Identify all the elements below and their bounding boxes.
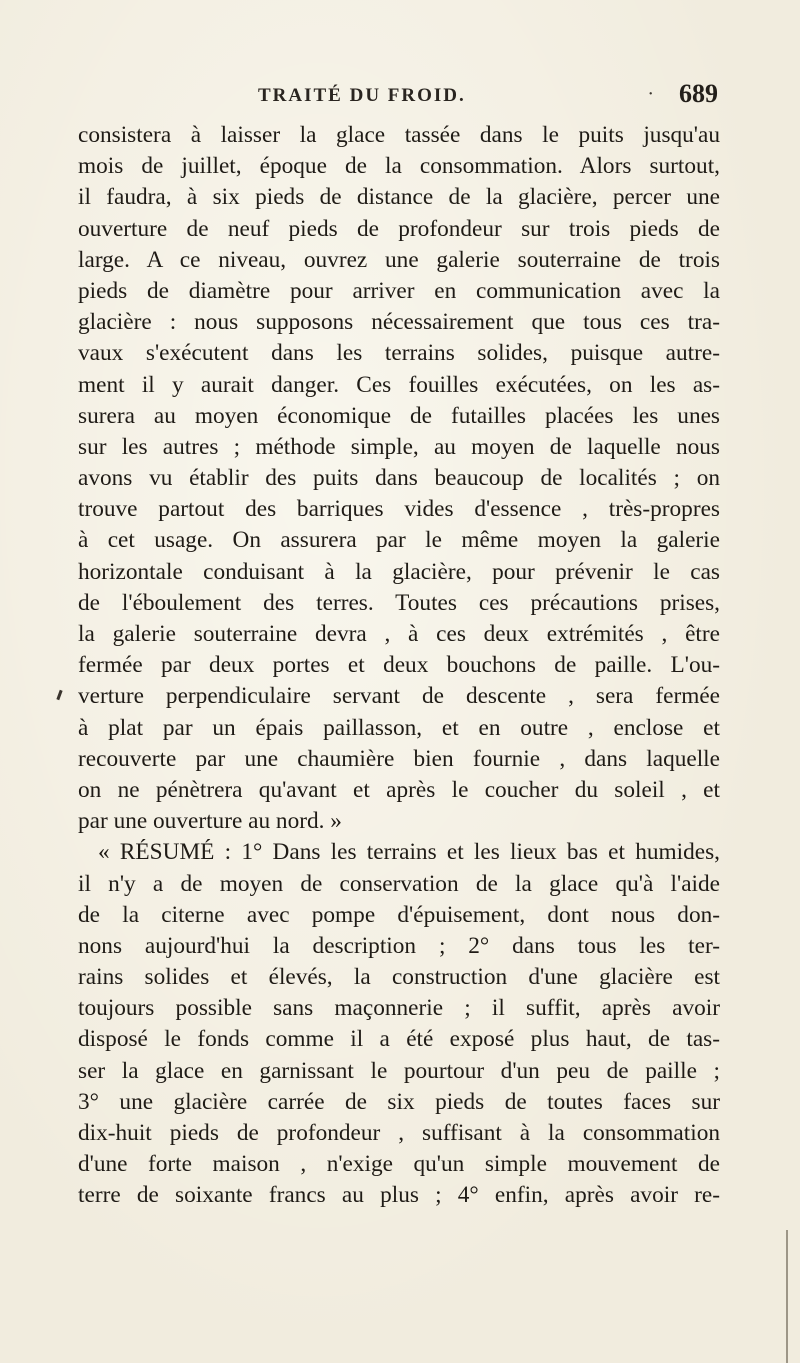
text-line: on ne pénètrera qu'avant et après le coucher du soleil , et xyxy=(78,776,720,803)
text-line: d'une forte maison , n'exige qu'un simple mouvement de xyxy=(78,1151,720,1178)
text-line: pieds de diamètre pour arriver en communication avec la xyxy=(78,277,720,304)
page-edge-line xyxy=(786,1230,788,1363)
text-line: la galerie souterraine devra , à ces deux extrémités , être xyxy=(78,621,720,647)
text-line: de l'éboulement des terres. Toutes ces précautions prises, xyxy=(78,589,720,616)
text-line: consistera à laisser la glace tassée dans le puits jusqu'au xyxy=(78,122,720,148)
text-line: par une ouverture au nord. » xyxy=(78,808,342,835)
text-line: avons vu établir des puits dans beaucoup de localités ; on xyxy=(78,465,720,492)
text-line: de la citerne avec pompe d'épuisement, dont nous don- xyxy=(78,901,720,928)
page-number: 689 xyxy=(679,79,718,108)
text-line: il faudra, à six pieds de distance de la glacière, percer une xyxy=(78,184,720,211)
text-line: ment il y aurait danger. Ces fouilles exécutées, on les as- xyxy=(78,371,720,398)
text-line: trouve partout des barriques vides d'essence , très-propres xyxy=(78,496,720,523)
text-line: glacière : nous supposons nécessairement que tous ces tra- xyxy=(78,309,720,336)
text-line: large. A ce niveau, ouvrez une galerie souterraine de trois xyxy=(78,246,720,273)
text-line: dix-huit pieds de profondeur , suffisant à la consommation xyxy=(78,1120,720,1146)
text-line: ser la glace en garnissant le pourtour d'un peu de paille ; xyxy=(78,1057,720,1084)
body-text xyxy=(78,120,720,1212)
running-head xyxy=(78,79,718,121)
margin-mark xyxy=(56,690,62,700)
text-line: verture perpendiculaire servant de descente , sera fermée xyxy=(78,683,720,710)
text-line: surera au moyen économique de futailles placées les unes xyxy=(78,402,720,429)
text-line: recouverte par une chaumière bien fournie , dans laquelle xyxy=(78,745,720,772)
running-head-separator: · xyxy=(647,83,654,105)
summary-start-line: « RÉSUMÉ : 1° Dans les terrains et les lieux bas et humides, xyxy=(98,839,720,866)
text-line: horizontale conduisant à la glacière, pour prévenir le cas xyxy=(78,558,720,585)
text-line: rains solides et élevés, la construction d'une glacière est xyxy=(78,964,720,991)
text-line: disposé le fonds comme il a été exposé plus haut, de tas- xyxy=(78,1026,720,1053)
text-line: à plat par un épais paillasson, et en outre , enclose et xyxy=(78,714,720,741)
text-line: terre de soixante francs au plus ; 4° enfin, après avoir re- xyxy=(78,1182,720,1209)
text-line: nons aujourd'hui la description ; 2° dans tous les ter- xyxy=(78,932,720,959)
text-line: mois de juillet, époque de la consommation. Alors surtout, xyxy=(78,153,720,180)
text-line: ouverture de neuf pieds de profondeur sur trois pieds de xyxy=(78,215,720,242)
text-line: toujours possible sans maçonnerie ; il suffit, après avoir xyxy=(78,995,720,1022)
text-line: à cet usage. On assurera par le même moyen la galerie xyxy=(78,527,720,554)
text-line: il n'y a de moyen de conservation de la glace qu'à l'aide xyxy=(78,870,720,897)
text-line: sur les autres ; méthode simple, au moyen de laquelle nous xyxy=(78,433,720,460)
running-head-title: TRAITÉ DU FROID. xyxy=(258,85,466,106)
text-line: vaux s'exécutent dans les terrains solides, puisque autre- xyxy=(78,340,720,367)
text-line: 3° une glacière carrée de six pieds de toutes faces sur xyxy=(78,1088,720,1115)
text-line: fermée par deux portes et deux bouchons de paille. L'ou- xyxy=(78,652,720,679)
